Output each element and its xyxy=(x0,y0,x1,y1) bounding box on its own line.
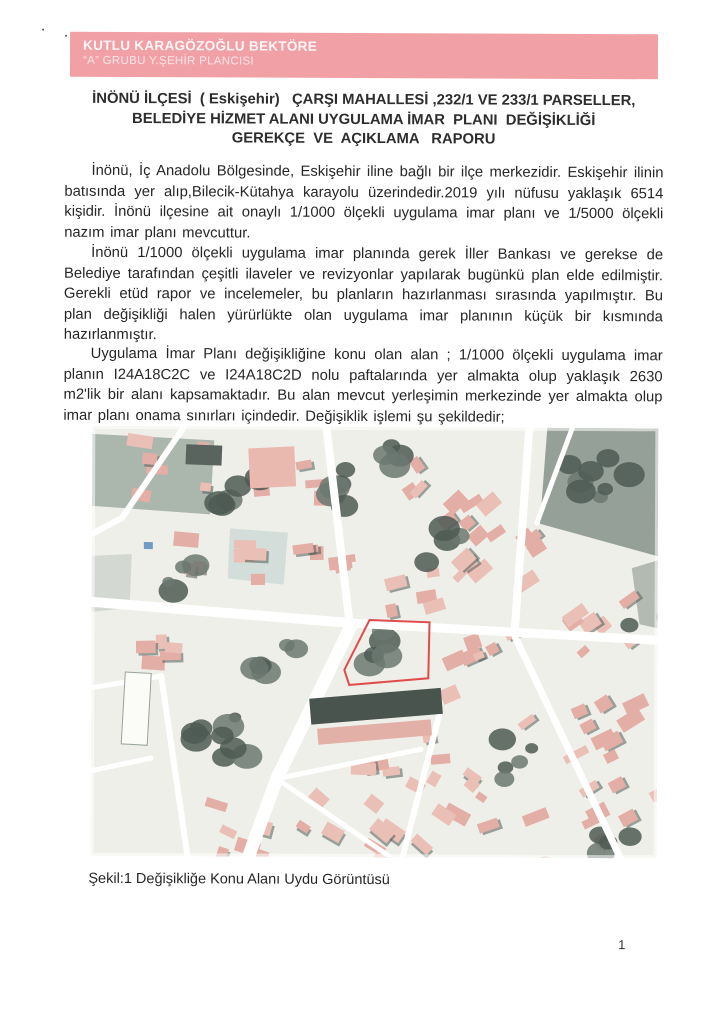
report-title-line-1: İNÖNÜ İLÇESİ ( Eskişehir) ÇARŞI MAHALLESİ ,232/1 VE 233/1 PARSELLER, xyxy=(92,90,636,110)
scan-artifact xyxy=(42,29,44,31)
body-paragraph-3: Uygulama İmar Planı değişikliğine konu olan alan ; 1/1000 ölçekli uygulama imar planın I24A18C2C ve I24A18C2D nolu paftalarında yer almakta olup yaklaşık 2630 m2'lik bir alanı kapsamaktadır. Bu alan mevcut yerleşimin merkezinde yer almakta olup imar planı onama sınırları içindedir. Değişiklik işlemi şu şekildedir; xyxy=(63,345,663,426)
letterhead-subtitle: “A” GRUBU Y.ŞEHİR PLANCISI xyxy=(82,54,254,68)
body-paragraph-2: İnönü 1/1000 ölçekli uygulama imar planında gerek İller Bankası ve gerekse de Belediye tarafından çeşitli ilaveler ve revizyonlar yapılarak bugünkü plan elde edilmiştir. Gerekli etüd rapor ve incelemeler, bu planların hazırlanması sırasında yapılmıştır. Bu plan değişikliği halen yürürlükte olan uygulama imar planının küçük bir kısmında hazırlanmıştır. xyxy=(63,244,664,344)
satellite-figure xyxy=(90,426,658,858)
report-title-line-2: BELEDİYE HİZMET ALANI UYGULAMA İMAR PLANI DEĞİŞİKLİĞİ xyxy=(131,110,596,129)
scan-artifact xyxy=(65,35,67,37)
body-paragraph-1: İnönü, İç Anadolu Bölgesinde, Eskişehir iline bağlı bir ilçe merkezidir. Eskişehir ilinin batısında yer alıp,Bilecik-Kütahya karayolu üzerindedir.2019 yılı nüfusu yaklaşık 6514 kişidir. İnönü ilçesine ait onaylı 1/1000 ölçekli uygulama imar planı ve 1/5000 ölçekli nazım imar planı mevcuttur. xyxy=(64,162,664,242)
satellite-image xyxy=(90,426,658,858)
page-number: 1 xyxy=(618,937,626,953)
letterhead-name: KUTLU KARAGÖZOĞLU BEKTÖRE xyxy=(83,37,318,54)
report-title-line-3: GEREKÇE VE AÇIKLAMA RAPORU xyxy=(231,130,496,148)
report-title xyxy=(64,90,664,151)
figure-caption: Şekil:1 Değişikliğe Konu Alanı Uydu Görüntüsü xyxy=(88,870,390,889)
letterhead-banner xyxy=(70,32,658,80)
